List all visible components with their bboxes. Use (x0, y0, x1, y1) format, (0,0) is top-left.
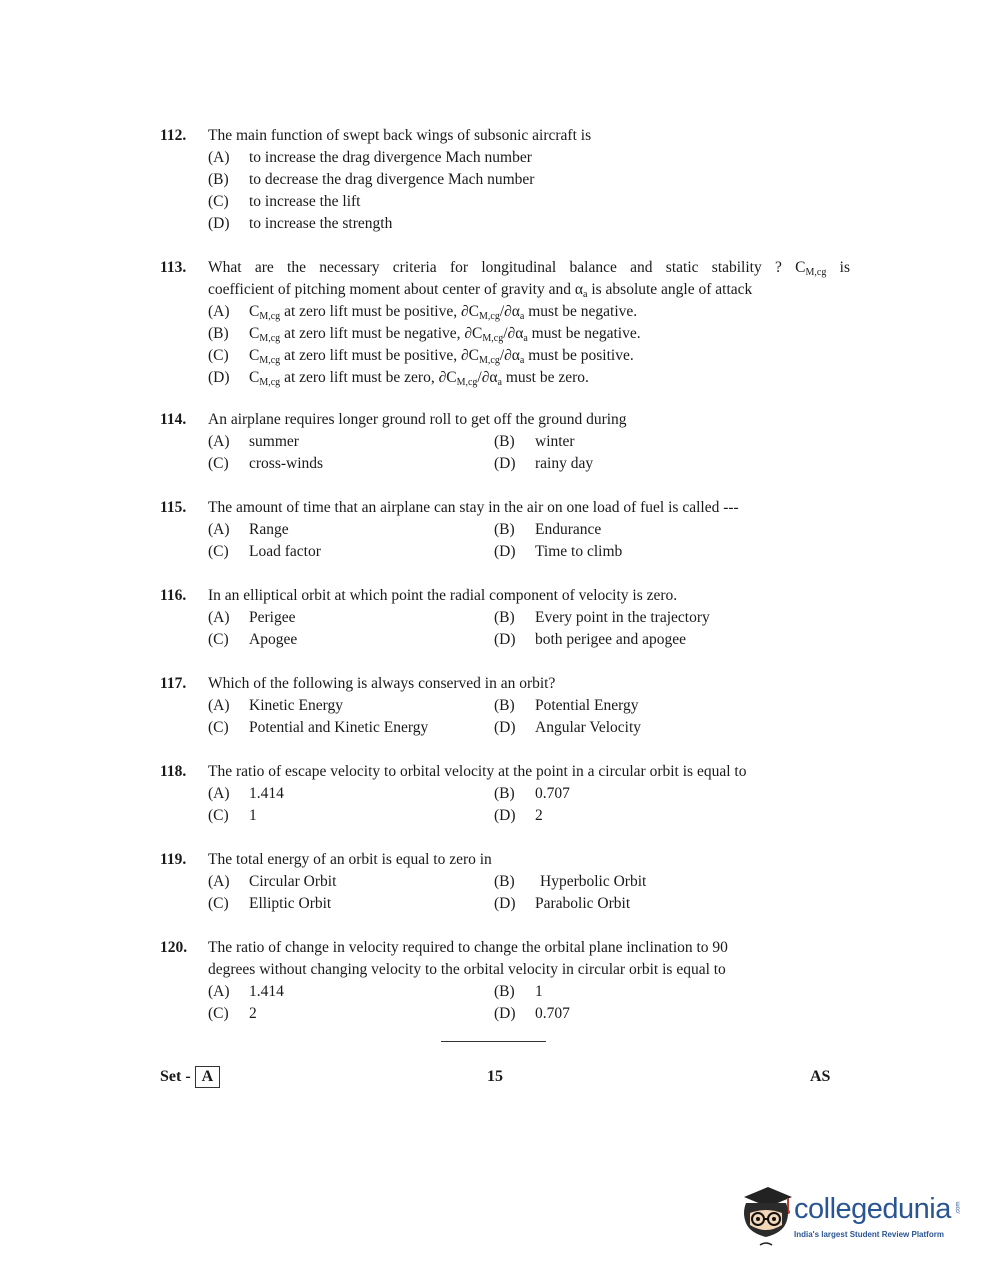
option-text: Elliptic Orbit (249, 895, 332, 912)
option-label: (B) (494, 873, 515, 890)
footer-set (160, 1066, 220, 1088)
option-text: Load factor (249, 543, 321, 560)
option-text: $C_{M,cg}$ at zero lift must be negative, $\partial C_{M,cg}/\partial\alpha_a$ must be negative. (249, 325, 641, 344)
option-label: (D) (208, 369, 230, 386)
question-number: 119. (160, 851, 187, 868)
option-label: (B) (494, 785, 515, 802)
option-text: Angular Velocity (535, 719, 642, 736)
option-text: 1.414 (249, 785, 284, 802)
option-label: (D) (494, 455, 516, 472)
option-text: Time to climb (535, 543, 623, 560)
question-text-line-1: What are the necessary criteria for longitudinal balance and static stability ? $C_{M,cg}$ is (208, 259, 850, 278)
option-text: 2 (535, 807, 543, 824)
question-117 (160, 673, 850, 739)
option-text: winter (535, 433, 575, 450)
option-text: to increase the lift (249, 193, 361, 210)
option-label: (B) (494, 521, 515, 538)
option-label: (B) (494, 433, 515, 450)
question-114 (160, 409, 850, 475)
question-text: In an elliptical orbit at which point the radial component of velocity is zero. (208, 587, 678, 604)
option-text: to increase the drag divergence Mach number (249, 149, 532, 166)
option-text: Hyperbolic Orbit (540, 873, 647, 890)
option-text: Perigee (249, 609, 296, 626)
option-label: (A) (208, 149, 230, 166)
question-112 (160, 125, 850, 235)
option-text: Kinetic Energy (249, 697, 343, 714)
option-text: both perigee and apogee (535, 631, 687, 648)
question-115 (160, 497, 850, 563)
question-120 (160, 937, 850, 1025)
option-label: (C) (208, 543, 229, 560)
question-number: 113. (160, 259, 187, 276)
set-value-box: A (195, 1066, 221, 1088)
option-text: 1 (535, 983, 543, 1000)
question-text: The amount of time that an airplane can stay in the air on one load of fuel is called --- (208, 499, 739, 516)
page-number: 15 (487, 1068, 503, 1085)
option-text: Endurance (535, 521, 602, 538)
option-label: (C) (208, 631, 229, 648)
question-number: 118. (160, 763, 187, 780)
option-label: (A) (208, 433, 230, 450)
question-number: 116. (160, 587, 187, 604)
option-text: $C_{M,cg}$ at zero lift must be zero, $\partial C_{M,cg}/\partial\alpha_a$ must be zero. (249, 369, 589, 388)
question-number: 120. (160, 939, 188, 956)
option-label: (D) (494, 631, 516, 648)
option-label: (A) (208, 873, 230, 890)
question-text-line-2: coefficient of pitching moment about center of gravity and $\alpha_a$ is absolute angle of attack (208, 281, 753, 300)
option-label: (A) (208, 785, 230, 802)
option-text: 0.707 (535, 785, 570, 802)
option-label: (C) (208, 455, 229, 472)
option-label: (D) (494, 807, 516, 824)
option-text: rainy day (535, 455, 594, 472)
option-text: to decrease the drag divergence Mach number (249, 171, 535, 188)
option-label: (C) (208, 719, 229, 736)
option-text: Parabolic Orbit (535, 895, 631, 912)
question-text-line-1: The ratio of change in velocity required to change the orbital plane inclination to 90 (208, 939, 728, 956)
option-text: Every point in the trajectory (535, 609, 710, 626)
option-text: 1 (249, 807, 257, 824)
option-label: (D) (208, 215, 230, 232)
question-113 (160, 257, 850, 389)
mascot-icon (736, 1183, 796, 1253)
paper-code: AS (810, 1068, 831, 1085)
option-label: (C) (208, 895, 229, 912)
option-text: summer (249, 433, 299, 450)
option-label: (B) (494, 609, 515, 626)
option-label: (A) (208, 983, 230, 1000)
option-text: to increase the strength (249, 215, 393, 232)
option-label: (D) (494, 719, 516, 736)
question-text: The ratio of escape velocity to orbital velocity at the point in a circular orbit is equal to (208, 763, 747, 780)
end-rule-divider (441, 1041, 546, 1042)
option-text: Potential Energy (535, 697, 639, 714)
option-text: Apogee (249, 631, 298, 648)
option-label: (C) (208, 807, 229, 824)
option-text: Circular Orbit (249, 873, 337, 890)
option-text: 0.707 (535, 1005, 570, 1022)
option-text: Range (249, 521, 289, 538)
option-label: (D) (494, 543, 516, 560)
question-text: Which of the following is always conserved in an orbit? (208, 675, 556, 692)
option-label: (B) (208, 325, 229, 342)
question-number: 112. (160, 127, 187, 144)
question-119 (160, 849, 850, 915)
option-label: (B) (208, 171, 229, 188)
question-text: The main function of swept back wings of subsonic aircraft is (208, 127, 592, 144)
option-label: (C) (208, 347, 229, 364)
option-label: (B) (494, 697, 515, 714)
question-text: An airplane requires longer ground roll to get off the ground during (208, 411, 627, 428)
option-text: Potential and Kinetic Energy (249, 719, 429, 736)
option-label: (A) (208, 697, 230, 714)
set-label: Set - (160, 1068, 191, 1085)
question-number: 114. (160, 411, 187, 428)
option-text: 2 (249, 1005, 257, 1022)
logo-wordmark: collegedunia (794, 1193, 951, 1225)
question-number: 115. (160, 499, 187, 516)
option-text: 1.414 (249, 983, 284, 1000)
question-text-line-2: degrees without changing velocity to the orbital velocity in circular orbit is equal to (208, 961, 726, 978)
option-label: (D) (494, 895, 516, 912)
question-text: The total energy of an orbit is equal to zero in (208, 851, 492, 868)
option-label: (A) (208, 303, 230, 320)
option-label: (C) (208, 193, 229, 210)
option-label: (A) (208, 609, 230, 626)
logo-tagline: India's largest Student Review Platform (794, 1230, 944, 1239)
question-number: 117. (160, 675, 187, 692)
option-text: $C_{M,cg}$ at zero lift must be positive, $\partial C_{M,cg}/\partial\alpha_a$ must be positive. (249, 347, 634, 366)
option-label: (C) (208, 1005, 229, 1022)
option-label: (A) (208, 521, 230, 538)
question-118 (160, 761, 850, 827)
question-116 (160, 585, 850, 651)
option-label: (D) (494, 1005, 516, 1022)
logo-domain: .com (955, 1201, 962, 1215)
option-text: $C_{M,cg}$ at zero lift must be positive, $\partial C_{M,cg}/\partial\alpha_a$ must be negative. (249, 303, 638, 322)
collegedunia-logo (736, 1183, 961, 1253)
option-text: cross-winds (249, 455, 324, 472)
option-label: (B) (494, 983, 515, 1000)
